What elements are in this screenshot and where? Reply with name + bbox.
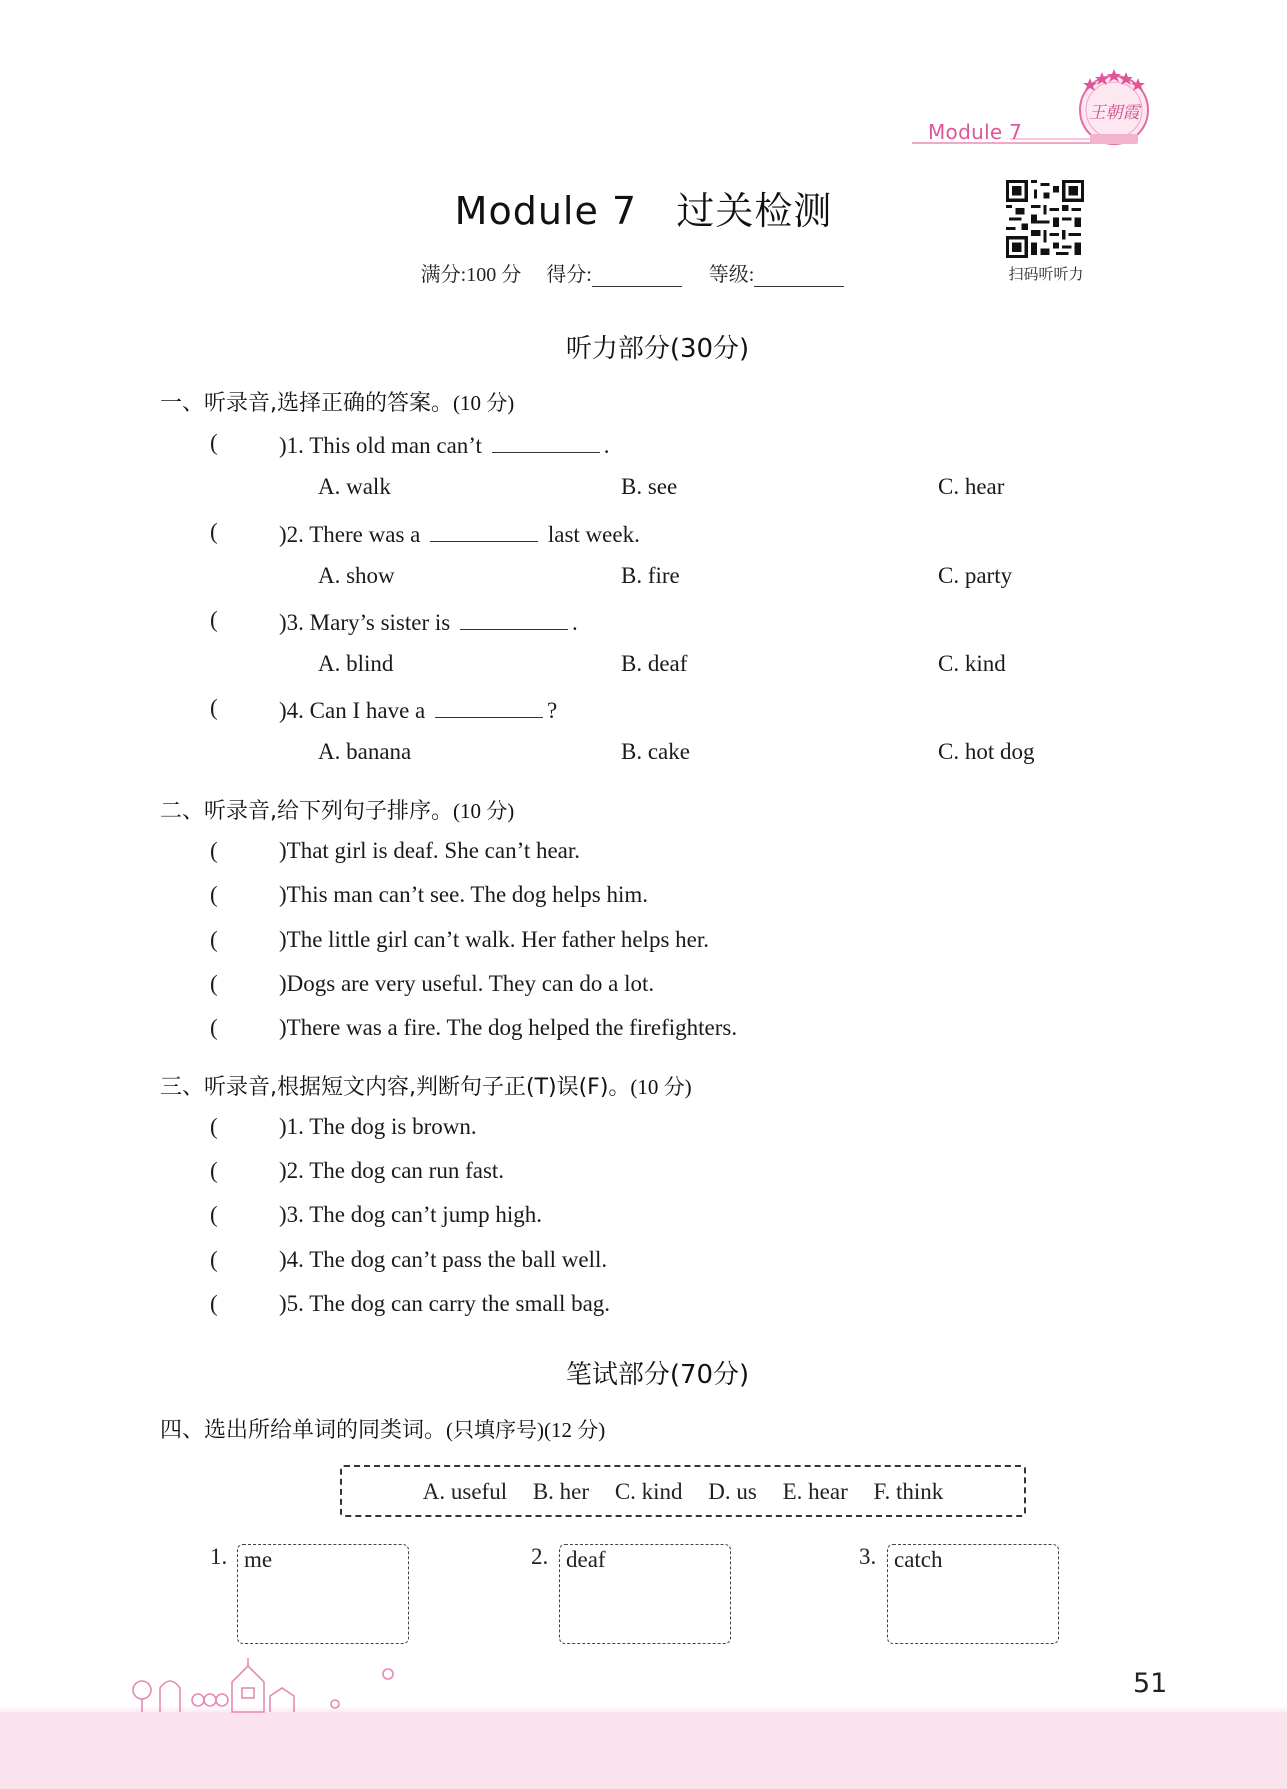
got-score-label: 得分: [546, 264, 592, 286]
answer-paren-open[interactable]: ( [210, 882, 218, 907]
sentence-item: )This man can’t see. The dog helps him. [279, 882, 648, 907]
statement-item: )3. The dog can’t jump high. [279, 1202, 542, 1227]
option-c: C. hot dog [938, 739, 1035, 764]
option-c: C. party [938, 563, 1013, 588]
part1-points: (10 分) [453, 391, 515, 415]
fill-blank[interactable] [460, 607, 568, 630]
given-word: deaf [566, 1547, 606, 1572]
item-number: 2. [531, 1544, 549, 1569]
word-option: D. us [708, 1479, 757, 1504]
part3-instruction [160, 1070, 692, 1101]
item-number: 1. [210, 1544, 228, 1569]
sentence-item: )That girl is deaf. She can’t hear. [279, 838, 581, 863]
option-b: B. fire [621, 563, 680, 588]
part4-points: (只填序号)(12 分) [446, 1418, 606, 1442]
part1-instruction [160, 386, 514, 417]
answer-paren-open[interactable]: ( [210, 1247, 218, 1272]
sentence-item: )Dogs are very useful. They can do a lot. [279, 971, 655, 996]
answer-paren-open[interactable]: ( [210, 838, 218, 863]
answer-paren-open[interactable]: ( [210, 607, 218, 632]
fill-blank[interactable] [430, 519, 538, 542]
sentence-item: )The little girl can’t walk. Her father helps her. [279, 927, 710, 952]
question-text: )3. Mary’s sister is . [279, 607, 578, 636]
answer-paren-open[interactable]: ( [210, 695, 218, 720]
page-title: Module 7 过关检测 [454, 189, 833, 233]
option-b: B. cake [621, 739, 690, 764]
answer-paren-open[interactable]: ( [210, 430, 218, 455]
part4-instruction-text: 四、选出所给单词的同类词。 [160, 1418, 447, 1443]
module-tab: Module 7 [928, 120, 1023, 144]
item-number: 3. [859, 1544, 877, 1569]
page-number: 51 [1133, 1668, 1168, 1699]
word-option: C. kind [614, 1479, 683, 1504]
sentence-item: )There was a fire. The dog helped the firefighters. [279, 1015, 738, 1040]
word-option: A. useful [422, 1479, 508, 1504]
answer-paren-open[interactable]: ( [210, 1015, 218, 1040]
listening-heading: 听力部分(30分) [565, 334, 750, 364]
stamp-text: 王朝霞 [1088, 103, 1140, 123]
got-score-blank[interactable] [592, 266, 682, 287]
answer-paren-open[interactable]: ( [210, 1114, 218, 1139]
answer-box[interactable] [887, 1544, 1059, 1644]
grade-blank[interactable] [754, 266, 844, 287]
option-c: C. kind [938, 651, 1006, 676]
answer-box[interactable] [237, 1544, 409, 1644]
grade-label: 等级: [708, 264, 755, 286]
word-option: E. hear [782, 1479, 848, 1504]
option-a: A. walk [318, 474, 391, 499]
statement-item: )4. The dog can’t pass the ball well. [279, 1247, 608, 1272]
option-a: A. blind [318, 651, 394, 676]
part3-points: (10 分) [630, 1075, 692, 1099]
question-text: )2. There was a last week. [279, 519, 640, 548]
part2-points: (10 分) [453, 799, 515, 823]
fill-blank[interactable] [492, 430, 600, 453]
answer-box[interactable] [559, 1544, 731, 1644]
answer-paren-open[interactable]: ( [210, 1202, 218, 1227]
part1-instruction-text: 一、听录音,选择正确的答案。 [160, 391, 453, 416]
word-options-box [340, 1465, 1026, 1517]
question-text: )1. This old man can’t . [279, 430, 609, 459]
question-text: )4. Can I have a ? [279, 695, 557, 724]
statement-item: )5. The dog can carry the small bag. [279, 1291, 611, 1316]
statement-item: )1. The dog is brown. [279, 1114, 477, 1139]
answer-paren-open[interactable]: ( [210, 1158, 218, 1183]
brand-stamp-icon [1072, 66, 1156, 150]
option-a: A. show [318, 563, 395, 588]
part3-instruction-text: 三、听录音,根据短文内容,判断句子正(T)误(F)。 [160, 1075, 631, 1100]
qr-caption: 扫码听听力 [1008, 265, 1084, 283]
part2-instruction-text: 二、听录音,给下列句子排序。 [160, 799, 453, 824]
answer-paren-open[interactable]: ( [210, 519, 218, 544]
given-word: catch [894, 1547, 943, 1572]
town-doodle-icon [120, 1648, 400, 1718]
fill-blank[interactable] [435, 695, 543, 718]
writing-heading: 笔试部分(70分) [565, 1360, 750, 1390]
option-b: B. deaf [621, 651, 688, 676]
full-score-label: 满分:100 分 [420, 264, 522, 286]
qr-code-icon[interactable] [1006, 180, 1084, 258]
footer-band [0, 1712, 1287, 1789]
option-c: C. hear [938, 474, 1005, 499]
option-b: B. see [621, 474, 678, 499]
part4-instruction [160, 1413, 605, 1444]
statement-item: )2. The dog can run fast. [279, 1158, 505, 1183]
part2-instruction [160, 794, 514, 825]
answer-paren-open[interactable]: ( [210, 1291, 218, 1316]
word-option: B. her [532, 1479, 590, 1504]
answer-paren-open[interactable]: ( [210, 971, 218, 996]
word-option: F. think [873, 1479, 944, 1504]
answer-paren-open[interactable]: ( [210, 927, 218, 952]
given-word: me [244, 1547, 273, 1572]
option-a: A. banana [318, 739, 412, 764]
word-options [342, 1479, 1024, 1505]
